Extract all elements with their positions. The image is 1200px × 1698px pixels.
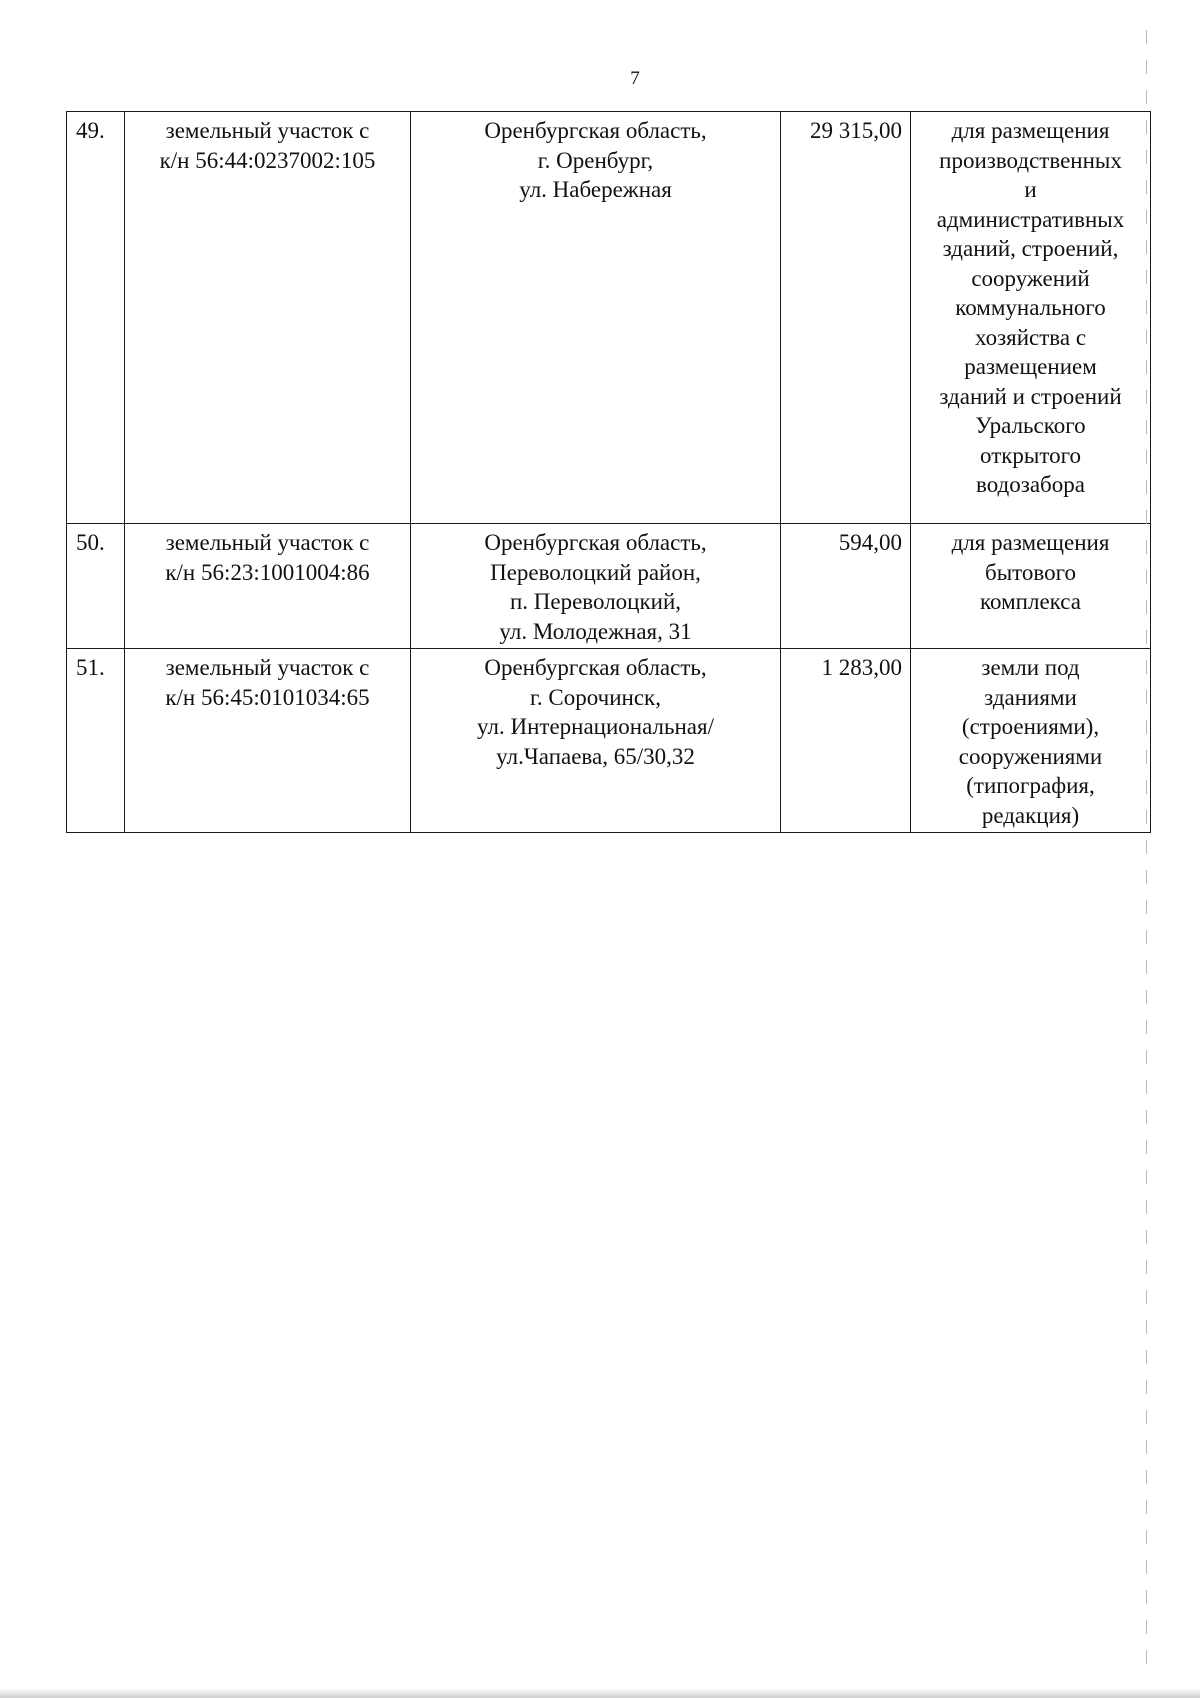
row-number: 50. — [67, 524, 125, 649]
table-row — [67, 524, 1151, 649]
page-number: 7 — [630, 68, 640, 89]
row-number: 51. — [67, 649, 125, 833]
table-row — [67, 112, 1151, 524]
object-address: Оренбургская область, г. Оренбург, ул. Набережная — [411, 112, 781, 524]
object-description: земельный участок с к/н 56:45:0101034:65 — [125, 649, 411, 833]
object-area: 29 315,00 — [781, 112, 911, 524]
land-plots-table — [66, 111, 1151, 833]
object-purpose: для размещения производственных и административных зданий, строений, сооружений коммунального хозяйства с размещением зданий и строений Уральского открытого водозабора — [911, 112, 1151, 524]
object-purpose: земли под зданиями (строениями), сооружениями (типография, редакция) — [911, 649, 1151, 833]
object-address: Оренбургская область, Переволоцкий район, п. Переволоцкий, ул. Молодежная, 31 — [411, 524, 781, 649]
object-description: земельный участок с к/н 56:23:1001004:86 — [125, 524, 411, 649]
object-purpose: для размещения бытового комплекса — [911, 524, 1151, 649]
scan-edge-bottom — [0, 1688, 1200, 1698]
object-area: 1 283,00 — [781, 649, 911, 833]
row-number: 49. — [67, 112, 125, 524]
object-area: 594,00 — [781, 524, 911, 649]
object-description: земельный участок с к/н 56:44:0237002:105 — [125, 112, 411, 524]
scan-edge-right — [1146, 30, 1147, 1670]
object-address: Оренбургская область, г. Сорочинск, ул. Интернациональная/ ул.Чапаева, 65/30,32 — [411, 649, 781, 833]
table-row — [67, 649, 1151, 833]
